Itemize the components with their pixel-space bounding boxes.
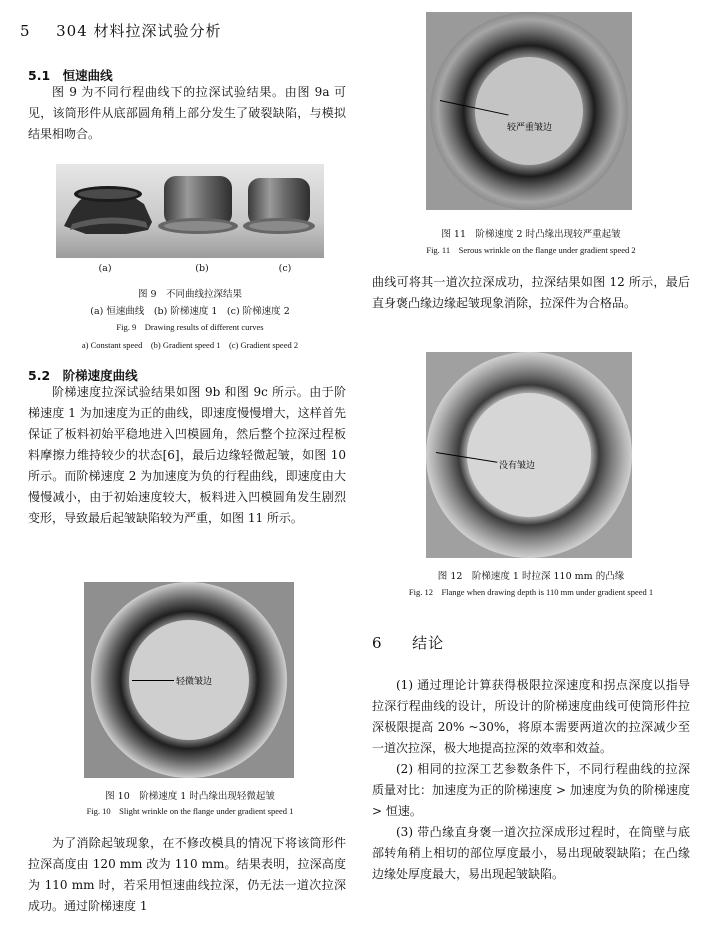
subsection-5-1-heading: 5.1 恒速曲线: [28, 68, 113, 83]
section-title: 结论: [412, 634, 445, 652]
left-bottom-paragraph: [28, 833, 346, 917]
section-number: 5: [20, 22, 31, 40]
subsection-5-2-paragraph: [28, 382, 346, 529]
figure-9-image: [56, 164, 324, 258]
figure-12-label: 没有皱边: [499, 461, 536, 471]
figure-10-leader-line: [132, 680, 174, 681]
paragraph-text: 曲线可将其一道次拉深成功，拉深结果如图 12 所示，最后直身褒凸缘边缘起皱现象消除，拉深件为合格品。: [372, 275, 690, 310]
figure-9-letter-c: (c): [278, 263, 292, 274]
conclusion-item-3: (3) 带凸缘直身褒一道次拉深成形过程时，在筒壁与底部转角稍上相切的部位厚度最小，易出现破裂缺陷；在凸缘边缘处厚度最大，易出现起皱缺陷。: [372, 825, 690, 881]
right-mid-paragraph: [372, 272, 690, 314]
paragraph-text: 阶梯速度拉深试验结果如图 9b 和图 9c 所示。由于阶梯速度 1 为加速度为正的曲线，即速度慢慢增大，这样首先保证了板料初始平稳地进入凹模圆角，然后整个拉深过程板料摩擦力维持较少的状态[6]，最后边缘轻微起皱，如图 10 所示。而阶梯速度 2 为加速度为负的行程曲线，即速度由大慢慢减小，由于初始速度较大，板料进入凹模圆角发生剧烈变形，导致最后起皱缺陷较为严重，如图 11 所示。: [28, 385, 346, 525]
figure-10-caption-cn: 图 10 阶梯速度 1 时凸缘出现轻微起皱: [105, 791, 275, 802]
paragraph-text: 为了消除起皱现象，在不修改模具的情况下将该筒形件拉深高度由 120 mm 改为 110 mm。结果表明，拉深高度为 110 mm 时，若采用恒速曲线拉深，仍无法一道次拉深成功。通过阶梯速度 1: [28, 836, 346, 913]
figure-11-label: 较严重皱边: [507, 123, 553, 133]
figure-12-caption-en: Fig. 12 Flange when drawing depth is 110 mm under gradient speed 1: [408, 587, 654, 597]
figure-12-caption-cn: 图 12 阶梯速度 1 时拉深 110 mm 的凸缘: [437, 571, 625, 582]
section-6-heading: [372, 632, 672, 653]
figure-9-caption-en: Fig. 9 Drawing results of different curves: [116, 322, 264, 332]
figure-10-label: 轻微皱边: [176, 677, 213, 687]
figure-9-subcaption-en: a) Constant speed (b) Gradient speed 1 (c) Gradient speed 2: [81, 340, 299, 350]
section-5-heading: [20, 20, 340, 41]
figure-9-subcaption-cn: (a) 恒速曲线 (b) 阶梯速度 1 (c) 阶梯速度 2: [90, 306, 290, 317]
conclusion-item-1: (1) 通过理论计算获得极限拉深速度和拐点深度以指导拉深行程曲线的设计，所设计的阶梯速度曲线可使筒形件拉深极限提高 20% ~30%，将原本需要两道次的拉深减少至一道次拉深，极大地提高拉深的效率和效益。: [372, 678, 690, 755]
figure-11-caption-en: Fig. 11 Serous wrinkle on the flange under gradient speed 2: [426, 245, 636, 255]
figure-9-letter-a: (a): [98, 263, 112, 274]
figure-11-image: [426, 12, 632, 210]
conclusion-item-2: (2) 相同的拉深工艺参数条件下，不同行程曲线的拉深质量对比：加速度为正的阶梯速度 > 加速度为负的阶梯速度 > 恒速。: [372, 762, 690, 818]
conclusions-list: [372, 675, 690, 885]
figure-9-caption-cn: 图 9 不同曲线拉深结果: [137, 289, 243, 300]
section-number: 6: [372, 634, 383, 652]
figure-10-caption-en: Fig. 10 Slight wrinkle on the flange under gradient speed 1: [86, 806, 294, 816]
subsection-5-2-heading: 5.2 阶梯速度曲线: [28, 368, 138, 383]
section-title: 304 材料拉深试验分析: [56, 22, 222, 40]
paragraph-text: 图 9 为不同行程曲线下的拉深试验结果。由图 9a 可见，该筒形件从底部圆角稍上部分发生了破裂缺陷，与模拟结果相吻合。: [28, 85, 346, 141]
figure-9-letter-b: (b): [195, 263, 209, 274]
subsection-5-1-paragraph: [28, 82, 346, 145]
figure-11-caption-cn: 图 11 阶梯速度 2 时凸缘出现较严重起皱: [441, 229, 621, 240]
figure-9-photo: [56, 164, 324, 258]
figure-11-photo: [426, 12, 632, 210]
